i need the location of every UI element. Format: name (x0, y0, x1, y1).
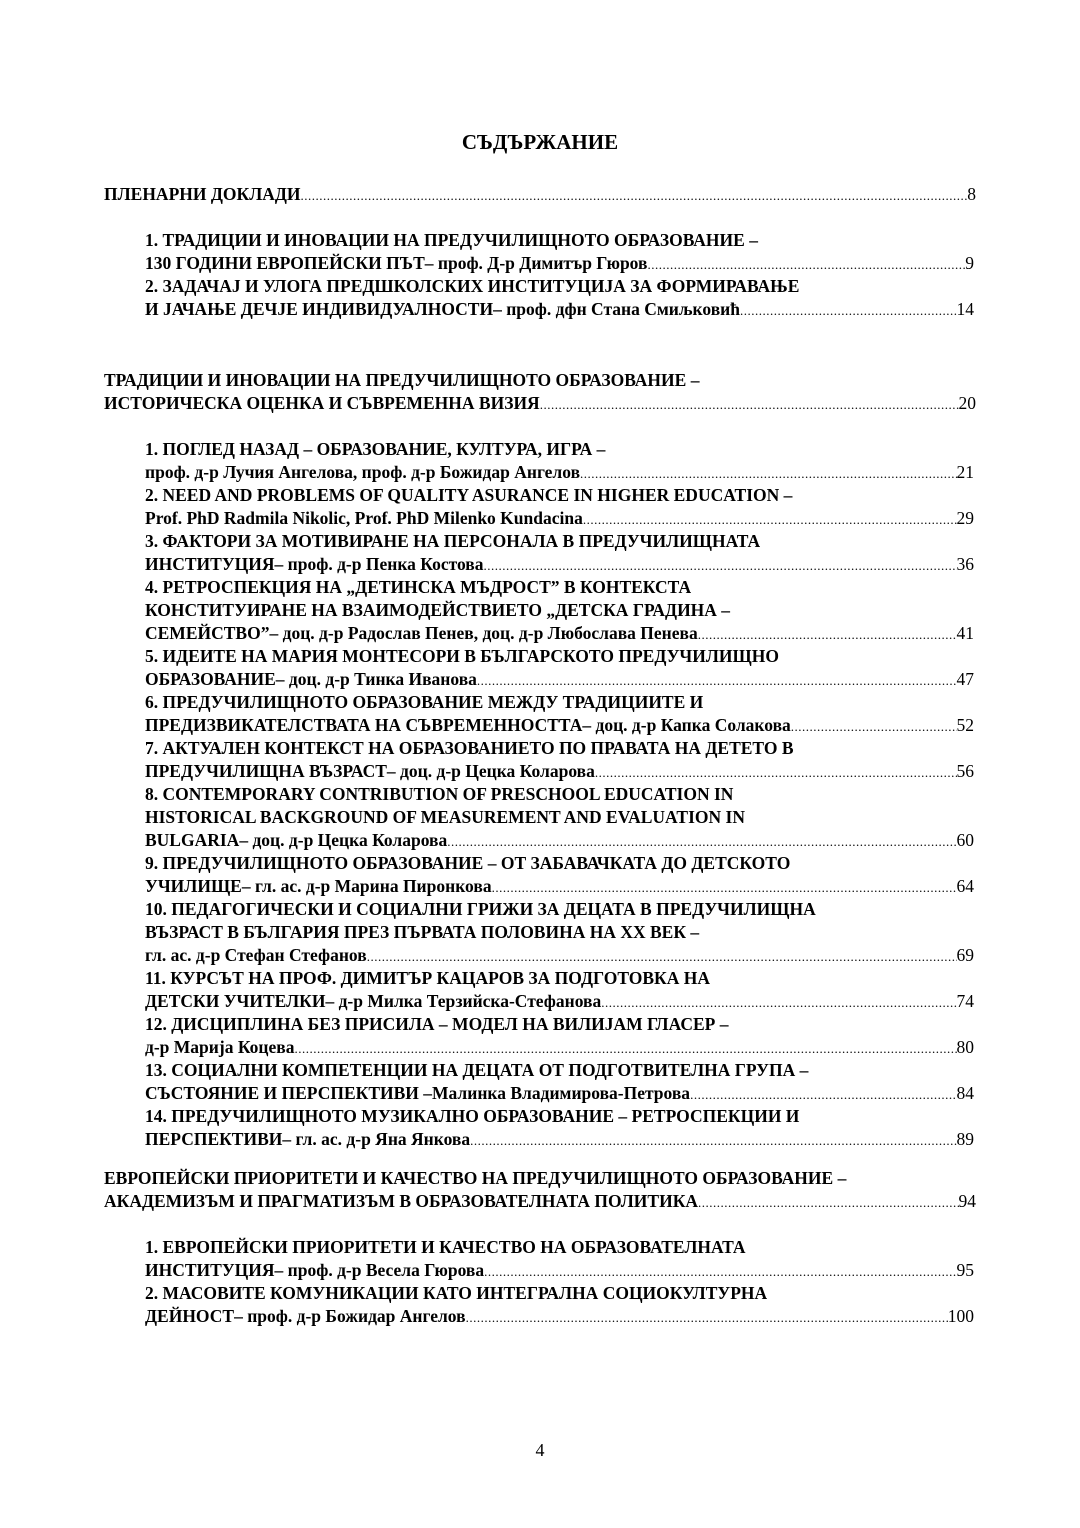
toc-entry[interactable] (145, 1059, 976, 1105)
section-heading-text: ИСТОРИЧЕСКА ОЦЕНКА И СЪВРЕМЕННА ВИЗИЯ (104, 393, 540, 413)
entry-page-number: 41 (956, 623, 974, 643)
entry-title-text: 3. ФАКТОРИ ЗА МОТИВИРАНЕ НА ПЕРСОНАЛА В ПРЕДУЧИЛИЩНАТА (145, 531, 761, 551)
dot-leader (583, 508, 957, 531)
toc-entry[interactable] (145, 967, 976, 1013)
entry-page-number: 14 (956, 299, 974, 319)
entry-last-line (145, 1128, 974, 1151)
entry-author: – гл. ас. д-р Яна Янкова (282, 1129, 471, 1149)
entry-title-text: 6. ПРЕДУЧИЛИЩНОТО ОБРАЗОВАНИЕ МЕЖДУ ТРАДИЦИИТЕ И (145, 692, 704, 712)
entry-last-line (145, 829, 974, 852)
toc-entry[interactable] (145, 530, 976, 576)
entry-title-line (145, 275, 974, 298)
entry-title-text: УЧИЛИЩЕ (145, 876, 242, 896)
toc-entry[interactable] (145, 1105, 976, 1151)
toc-entry[interactable] (145, 898, 976, 967)
entry-author: – проф. Д-р Димитър Гюров (424, 253, 648, 273)
entry-page-number: 60 (956, 830, 974, 850)
dot-leader (294, 1037, 956, 1060)
dot-leader (740, 299, 957, 322)
entry-last-line (145, 944, 974, 967)
toc-entry[interactable] (145, 438, 976, 484)
entry-last-line (145, 1259, 974, 1282)
toc-entry[interactable] (145, 275, 976, 321)
entry-author: – доц. д-р Цецка Коларова (239, 830, 448, 850)
entry-title-line (145, 967, 974, 990)
entry-title-text: ДЕЙНОСТ (145, 1306, 235, 1326)
entry-title-text: ПРЕДУЧИЛИЩНА ВЪЗРАСТ (145, 761, 387, 781)
entry-page-number: 47 (956, 669, 974, 689)
entry-title-text: 4. РЕТРОСПЕКЦИЯ НА „ДЕТИНСКА МЪДРОСТ” В КОНТЕКСТА (145, 577, 692, 597)
entry-title-text: КОНСТИТУИРАНЕ НА ВЗАИМОДЕЙСТВИЕТО „ДЕТСКА ГРАДИНА – (145, 600, 731, 620)
entry-title-line (145, 1236, 974, 1259)
toc-entry-list (145, 229, 976, 321)
toc-section (104, 183, 976, 321)
entry-last-line (145, 507, 974, 530)
toc-entry[interactable] (145, 783, 976, 852)
dot-leader (466, 1306, 948, 1329)
entry-author: – доц. д-р Тинка Иванова (275, 669, 477, 689)
entry-last-line (145, 461, 974, 484)
entry-title-text: 11. КУРСЪТ НА ПРОФ. ДИМИТЪР КАЦАРОВ ЗА ПОДГОТОВКА НА (145, 968, 711, 988)
toc-entry[interactable] (145, 1013, 976, 1059)
entry-author: Малинка Владимирова-Петрова (432, 1083, 691, 1103)
entry-page-number: 9 (965, 253, 974, 273)
toc-section (104, 1167, 976, 1328)
dot-leader (301, 184, 968, 207)
entry-title-text: HISTORICAL BACKGROUND OF MEASUREMENT AND EVALUATION IN (145, 807, 745, 827)
dot-leader (367, 945, 957, 968)
entry-last-line (145, 1036, 974, 1059)
entry-title-text: 9. ПРЕДУЧИЛИЩНОТО ОБРАЗОВАНИЕ – ОТ ЗАБАВАЧКАТА ДО ДЕТСКОТО (145, 853, 791, 873)
entry-author: – проф. д-р Божидар Ангелов (234, 1306, 466, 1326)
entry-title-line (145, 576, 974, 599)
entry-last-line (145, 1082, 974, 1105)
toc-entry[interactable] (145, 229, 976, 275)
toc-entry[interactable] (145, 484, 976, 530)
entry-title-text: 14. ПРЕДУЧИЛИЩНОТО МУЗИКАЛНО ОБРАЗОВАНИЕ – РЕТРОСПЕКЦИИ И (145, 1106, 800, 1126)
section-page-number: 8 (967, 184, 976, 204)
dot-leader (601, 991, 956, 1014)
entry-last-line (145, 298, 974, 321)
entry-title-text: 2. NEED AND PROBLEMS OF QUALITY ASURANCE IN HIGHER EDUCATION – (145, 485, 793, 505)
dot-leader (791, 715, 957, 738)
entry-title-line (145, 921, 974, 944)
entry-title-text: 2. МАСОВИТЕ КОМУНИКАЦИИ КАТО ИНТЕГРАЛНА СОЦИОКУЛТУРНА (145, 1283, 768, 1303)
entry-title-line (145, 691, 974, 714)
entry-author: – проф. дфн Стана Смиљковић (493, 299, 740, 319)
entry-last-line (145, 760, 974, 783)
page-number: 4 (535, 1440, 545, 1460)
entry-title-text: 8. CONTEMPORARY CONTRIBUTION OF PRESCHOOL EDUCATION IN (145, 784, 734, 804)
entry-title-line (145, 852, 974, 875)
entry-title-line (145, 1059, 974, 1082)
entry-page-number: 84 (956, 1083, 974, 1103)
toc-entry[interactable] (145, 852, 976, 898)
entry-page-number: 89 (956, 1129, 974, 1149)
entry-title-text: 10. ПЕДАГОГИЧЕСКИ И СОЦИАЛНИ ГРИЖИ ЗА ДЕЦАТА В ПРЕДУЧИЛИЩНА (145, 899, 816, 919)
entry-title-text: ПЕРСПЕКТИВИ (145, 1129, 283, 1149)
entry-title-text: 12. ДИСЦИПЛИНА БЕЗ ПРИСИЛА – МОДЕЛ НА ВИЛИЈАМ ГЛАСЕР – (145, 1014, 729, 1034)
entry-author: – доц. д-р Радослав Пенев, доц. д-р Любослава Пенева (269, 623, 698, 643)
dot-leader (447, 830, 956, 853)
section-heading-text: ТРАДИЦИИ И ИНОВАЦИИ НА ПРЕДУЧИЛИЩНОТО ОБРАЗОВАНИЕ – (104, 370, 700, 390)
entry-author: д-р Марија Коцева (145, 1037, 295, 1057)
toc-entry[interactable] (145, 1236, 976, 1282)
entry-author: – проф. д-р Весела Гюрова (274, 1260, 485, 1280)
section-heading-line (104, 392, 976, 415)
entry-last-line (145, 1305, 974, 1328)
dot-leader (484, 1260, 956, 1283)
section-heading-text: ПЛЕНАРНИ ДОКЛАДИ (104, 184, 301, 204)
entry-page-number: 100 (947, 1306, 974, 1326)
dot-leader (540, 393, 959, 416)
entry-title-text: 130 ГОДИНИ ЕВРОПЕЙСКИ ПЪТ (145, 253, 425, 273)
entry-author: проф. д-р Лучия Ангелова, проф. д-р Божидар Ангелов (145, 462, 581, 482)
entry-title-text: 1. ЕВРОПЕЙСКИ ПРИОРИТЕТИ И КАЧЕСТВО НА ОБРАЗОВАТЕЛНАТА (145, 1237, 746, 1257)
dot-leader (690, 1083, 956, 1106)
entry-page-number: 80 (956, 1037, 974, 1057)
entry-author: – проф. д-р Пенка Костова (274, 554, 484, 574)
entry-title-text: ИНСТИТУЦИЯ (145, 1260, 275, 1280)
entry-last-line (145, 875, 974, 898)
entry-title-line (145, 599, 974, 622)
toc-entry-list (145, 438, 976, 1151)
toc-section (104, 369, 976, 1151)
entry-author: – д-р Милка Терзийска-Стефанова (325, 991, 602, 1011)
entry-title-text: ДЕТСКИ УЧИТЕЛКИ (145, 991, 326, 1011)
entry-page-number: 29 (956, 508, 974, 528)
toc-entry-list (145, 1236, 976, 1328)
entry-page-number: 21 (956, 462, 974, 482)
entry-title-line (145, 1282, 974, 1305)
entry-title-line (145, 1013, 974, 1036)
toc-entry[interactable] (145, 576, 976, 645)
entry-last-line (145, 990, 974, 1013)
entry-page-number: 64 (956, 876, 974, 896)
entry-title-line (145, 530, 974, 553)
entry-author: – доц. д-р Цецка Коларова (386, 761, 595, 781)
entry-title-line (145, 229, 974, 252)
entry-page-number: 95 (956, 1260, 974, 1280)
entry-page-number: 69 (956, 945, 974, 965)
entry-title-text: 2. ЗАДАЧАЈ И УЛОГА ПРЕДШКОЛСКИХ ИНСТИТУЦИЈА ЗА ФОРМИРАВАЊЕ (145, 276, 800, 296)
entry-title-text: ИНСТИТУЦИЯ (145, 554, 275, 574)
entry-title-line (145, 737, 974, 760)
entry-last-line (145, 252, 974, 275)
entry-title-text: 1. ТРАДИЦИИ И ИНОВАЦИИ НА ПРЕДУЧИЛИЩНОТО ОБРАЗОВАНИЕ – (145, 230, 758, 250)
toc-entry[interactable] (145, 1282, 976, 1328)
section-page-number: 94 (958, 1191, 976, 1211)
entry-author: – гл. ас. д-р Марина Пиронкова (241, 876, 492, 896)
section-heading-line (104, 1167, 976, 1190)
section-page-number: 20 (958, 393, 976, 413)
entry-author: – доц. д-р Капка Солакова (582, 715, 791, 735)
dot-leader (698, 1191, 958, 1214)
entry-page-number: 56 (956, 761, 974, 781)
section-heading-line (104, 1190, 976, 1213)
entry-title-text: ОБРАЗОВАНИЕ (145, 669, 276, 689)
section-heading-text: АКАДЕМИЗЪМ И ПРАГМАТИЗЪМ В ОБРАЗОВАТЕЛНАТА ПОЛИТИКА (104, 1191, 699, 1211)
section-heading-line (104, 183, 976, 206)
entry-last-line (145, 553, 974, 576)
entry-title-line (145, 898, 974, 921)
entry-title-line (145, 1105, 974, 1128)
section-heading-text: ЕВРОПЕЙСКИ ПРИОРИТЕТИ И КАЧЕСТВО НА ПРЕДУЧИЛИЩНОТО ОБРАЗОВАНИЕ – (104, 1168, 847, 1188)
entry-page-number: 52 (956, 715, 974, 735)
dot-leader (698, 623, 957, 646)
dot-leader (647, 253, 965, 276)
dot-leader (492, 876, 957, 899)
entry-title-text: 13. СОЦИАЛНИ КОМПЕТЕНЦИИ НА ДЕЦАТА ОТ ПОДГОТВИТЕЛНА ГРУПА – (145, 1060, 809, 1080)
entry-title-text: ПРЕДИЗВИКАТЕЛСТВАТА НА СЪВРЕМЕННОСТТА (145, 715, 583, 735)
entry-author: гл. ас. д-р Стефан Стефанов (145, 945, 367, 965)
page-title: СЪДЪРЖАНИЕ (461, 130, 619, 154)
entry-title-text: 7. АКТУАЛЕН КОНТЕКСТ НА ОБРАЗОВАНИЕТО ПО ПРАВАТА НА ДЕТЕТО В (145, 738, 794, 758)
entry-title-text: 5. ИДЕИТЕ НА МАРИЯ МОНТЕСОРИ В БЪЛГАРСКОТО ПРЕДУЧИЛИЩНО (145, 646, 779, 666)
entry-author: Prof. PhD Radmila Nikolic, Prof. PhD Milenko Kundacina (145, 508, 583, 528)
entry-title-text: СЕМЕЙСТВО” (145, 623, 270, 643)
entry-last-line (145, 622, 974, 645)
dot-leader (484, 554, 957, 577)
section-heading-line (104, 369, 976, 392)
entry-title-line (145, 806, 974, 829)
dot-leader (470, 1129, 956, 1152)
entry-page-number: 36 (956, 554, 974, 574)
entry-title-text: BULGARIA (145, 830, 240, 850)
dot-leader (580, 462, 956, 485)
entry-last-line (145, 714, 974, 737)
entry-page-number: 74 (956, 991, 974, 1011)
entry-title-text: И ЈАЧАЊЕ ДЕЧЈЕ ИНДИВИДУАЛНОСТИ (145, 299, 494, 319)
entry-last-line (145, 668, 974, 691)
entry-title-line (145, 438, 974, 461)
dot-leader (477, 669, 957, 692)
entry-title-text: 1. ПОГЛЕД НАЗАД – ОБРАЗОВАНИЕ, КУЛТУРА, ИГРА – (145, 439, 606, 459)
dot-leader (595, 761, 957, 784)
toc-entry[interactable] (145, 691, 976, 737)
entry-title-text: ВЪЗРАСТ В БЪЛГАРИЯ ПРЕЗ ПЪРВАТА ПОЛОВИНА НА ХХ ВЕК – (145, 922, 700, 942)
entry-title-text: СЪСТОЯНИЕ И ПЕРСПЕКТИВИ – (145, 1083, 433, 1103)
entry-title-line (145, 484, 974, 507)
entry-title-line (145, 645, 974, 668)
toc-entry[interactable] (145, 737, 976, 783)
entry-title-line (145, 783, 974, 806)
toc-entry[interactable] (145, 645, 976, 691)
